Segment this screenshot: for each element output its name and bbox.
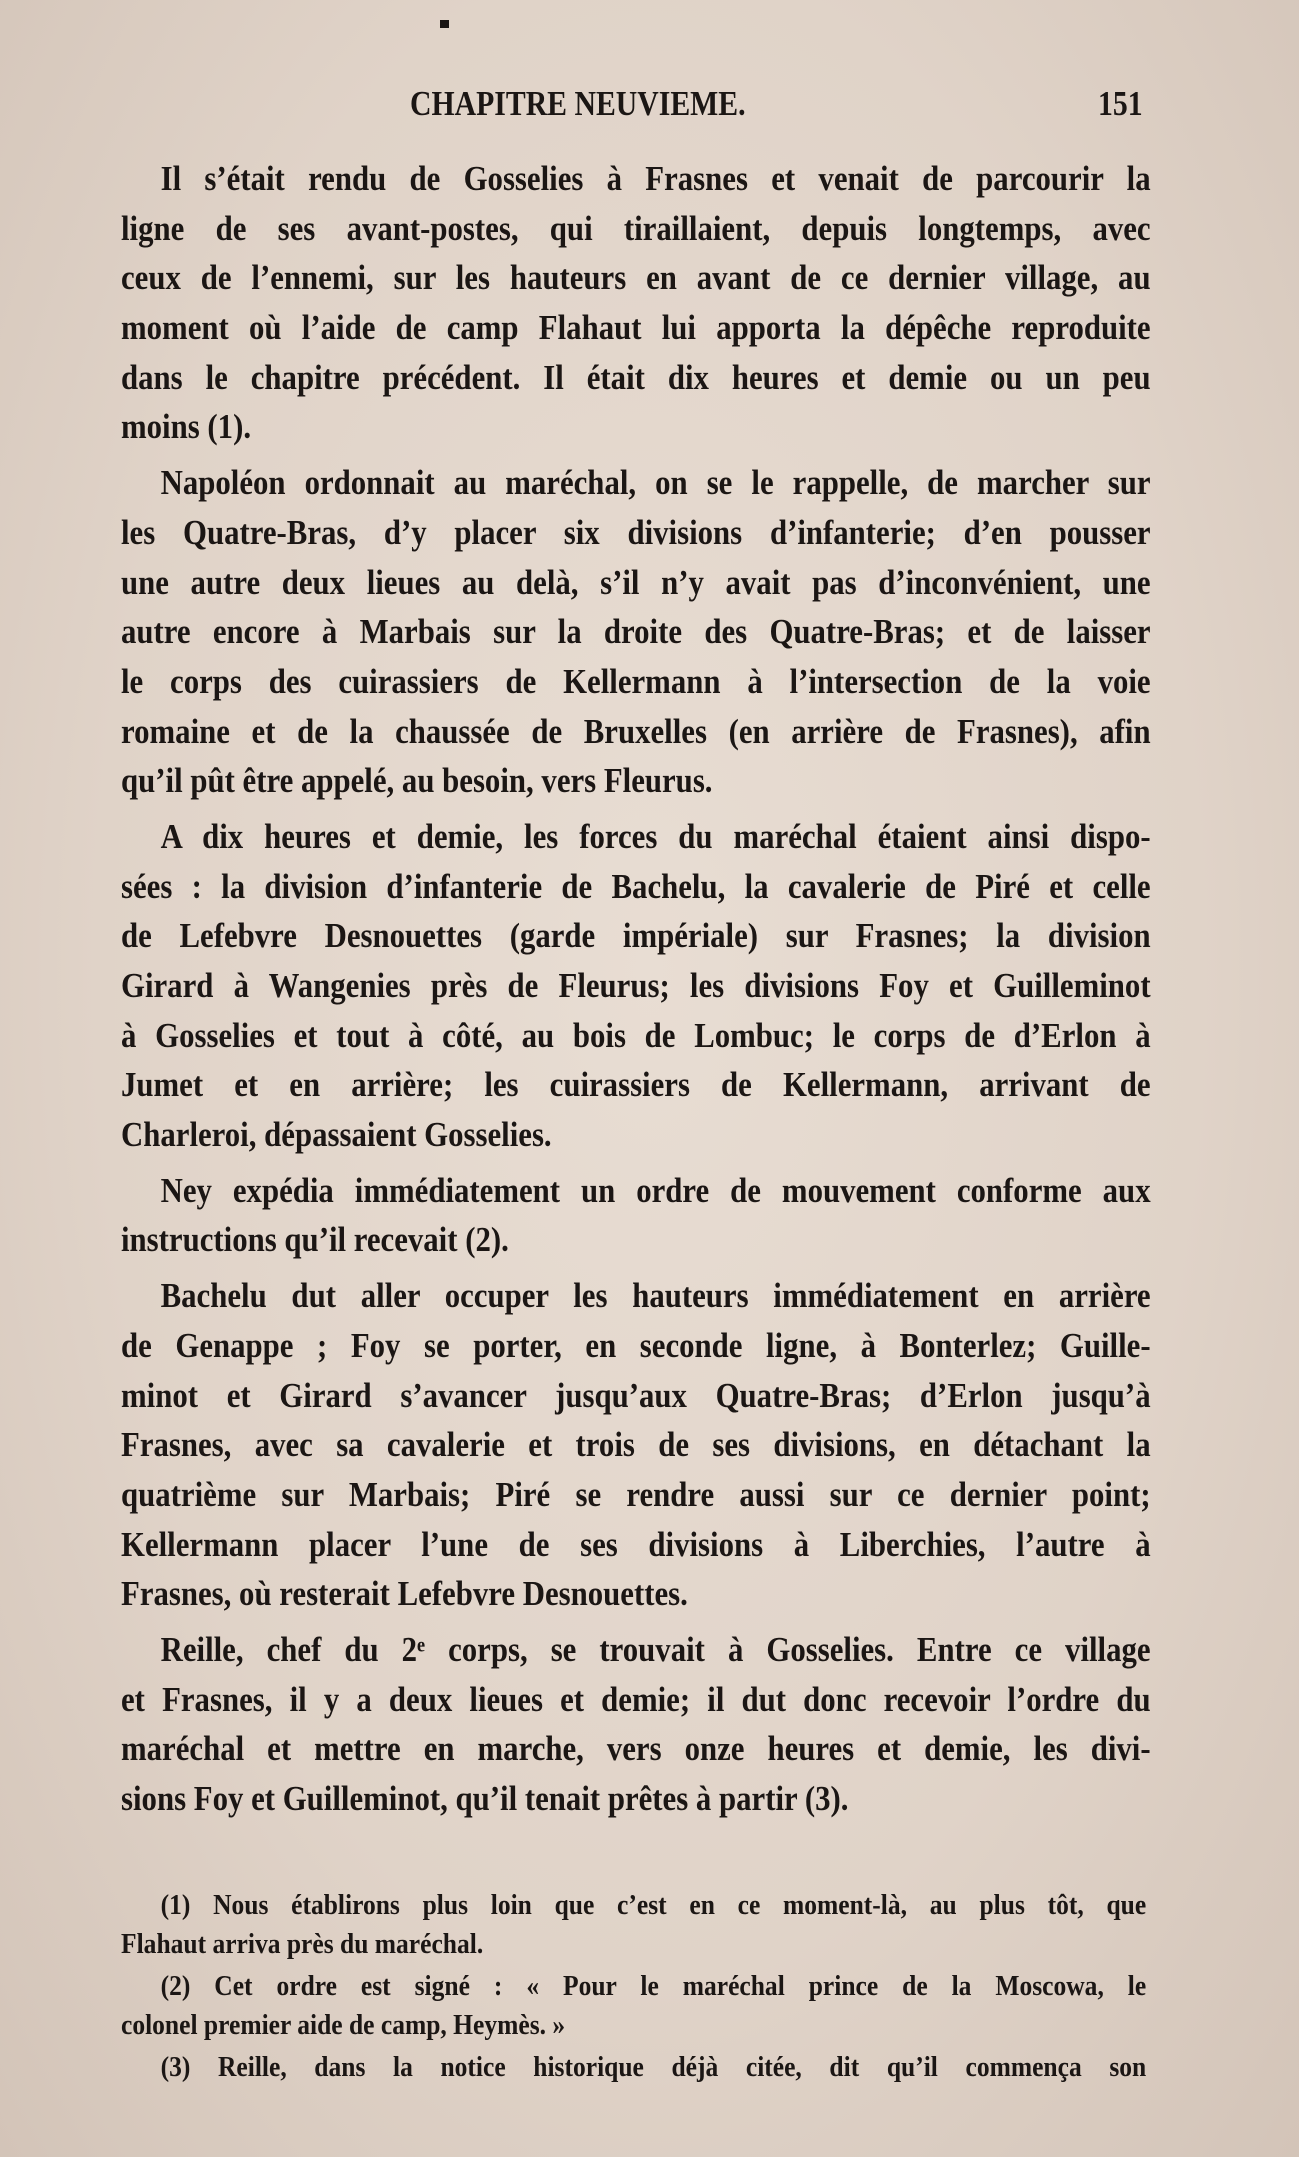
text-line: sées : la division d’infanterie de Bachelu, la cavalerie de Piré et celle xyxy=(121,866,1151,906)
text-line: autre encore à Marbais sur la droite des Quatre-Bras; et de laisser xyxy=(121,612,1151,652)
text-line: minot et Girard s’avancer jusqu’aux Quatre-Bras; d’Erlon jusqu’à xyxy=(121,1375,1151,1415)
paragraph xyxy=(121,458,1291,806)
text-line: ceux de l’ennemi, sur les hauteurs en avant de ce dernier village, au xyxy=(121,258,1151,298)
paragraph xyxy=(121,1625,1291,1824)
footnote xyxy=(121,1967,1286,2045)
text-line: Jumet et en arrière; les cuirassiers de Kellermann, arrivant de xyxy=(121,1065,1151,1105)
text-line: Frasnes, où resterait Lefebvre Desnouettes. xyxy=(121,1574,688,1614)
text-line: Frasnes, avec sa cavalerie et trois de ses divisions, en détachant la xyxy=(121,1425,1151,1465)
paragraph xyxy=(121,154,1291,452)
text-line: maréchal et mettre en marche, vers onze heures et demie, les divi- xyxy=(121,1729,1151,1769)
paragraph xyxy=(121,1271,1291,1619)
text-line: moment où l’aide de camp Flahaut lui apporta la dépêche reproduite xyxy=(121,308,1151,348)
paragraph xyxy=(121,812,1291,1160)
text-line: Napoléon ordonnait au maréchal, on se le rappelle, de marcher sur xyxy=(160,463,1151,503)
text-line: Kellermann placer l’une de ses divisions à Liberchies, l’autre à xyxy=(121,1524,1151,1564)
footnote-line: (1) Nous établirons plus loin que c’est en ce moment-là, au plus tôt, que xyxy=(160,1889,1147,1921)
text-line: Charleroi, dépassaient Gosselies. xyxy=(121,1115,552,1155)
page-number: 151 xyxy=(1098,84,1143,123)
footnote xyxy=(121,1886,1286,1964)
footnote xyxy=(121,2048,1286,2087)
footnote-line: (3) Reille, dans la notice historique déjà citée, dit qu’il commença son xyxy=(160,2051,1147,2083)
text-line: de Lefebvre Desnouettes (garde impériale) sur Frasnes; la division xyxy=(121,916,1151,956)
running-title: CHAPITRE NEUVIEME. xyxy=(410,84,746,123)
paragraph xyxy=(121,1166,1291,1265)
text-line: à Gosselies et tout à côté, au bois de Lombuc; le corps de d’Erlon à xyxy=(121,1015,1151,1055)
text-line: ligne de ses avant-postes, qui tiraillaient, depuis longtemps, avec xyxy=(121,208,1151,248)
text-line: les Quatre-Bras, d’y placer six divisions d’infanterie; d’en pousser xyxy=(121,512,1151,552)
text-line: qu’il pût être appelé, au besoin, vers Fleurus. xyxy=(121,761,713,801)
text-line: sions Foy et Guilleminot, qu’il tenait prêtes à partir (3). xyxy=(121,1779,849,1818)
footnote-line: colonel premier aide de camp, Heymès. » xyxy=(121,2009,566,2041)
text-line: le corps des cuirassiers de Kellermann à l’intersection de la voie xyxy=(121,661,1151,701)
text-line: A dix heures et demie, les forces du maréchal étaient ainsi dispo- xyxy=(160,816,1151,856)
text-line: une autre deux lieues au delà, s’il n’y avait pas d’inconvénient, une xyxy=(121,562,1151,602)
text-line: moins (1). xyxy=(121,407,252,447)
footnote-line: Flahaut arriva près du maréchal. xyxy=(121,1928,484,1960)
text-line: Il s’était rendu de Gosselies à Frasnes et venait de parcourir la xyxy=(160,159,1151,198)
text-line: Bachelu dut aller occuper les hauteurs immédiatement en arrière xyxy=(160,1276,1151,1316)
text-line: instructions qu’il recevait (2). xyxy=(121,1220,509,1260)
body-text xyxy=(121,154,1291,1824)
text-line: Reille, chef du 2ᵉ corps, se trouvait à Gosselies. Entre ce village xyxy=(160,1629,1151,1669)
footnotes xyxy=(121,1886,1286,2087)
text-line: Girard à Wangenies près de Fleurus; les divisions Foy et Guilleminot xyxy=(121,966,1151,1005)
text-line: et Frasnes, il y a deux lieues et demie; il dut donc recevoir l’ordre du xyxy=(121,1679,1151,1719)
text-line: de Genappe ; Foy se porter, en seconde ligne, à Bonterlez; Guille- xyxy=(121,1325,1151,1365)
text-line: Ney expédia immédiatement un ordre de mouvement conforme aux xyxy=(160,1170,1151,1210)
text-line: quatrième sur Marbais; Piré se rendre aussi sur ce dernier point; xyxy=(121,1474,1151,1514)
text-line: dans le chapitre précédent. Il était dix heures et demie ou un peu xyxy=(121,357,1151,397)
text-line: romaine et de la chaussée de Bruxelles (en arrière de Frasnes), afin xyxy=(121,711,1151,751)
printed-dash-mark xyxy=(440,20,449,28)
footnote-line: (2) Cet ordre est signé : « Pour le maréchal prince de la Moscowa, le xyxy=(160,1970,1147,2002)
